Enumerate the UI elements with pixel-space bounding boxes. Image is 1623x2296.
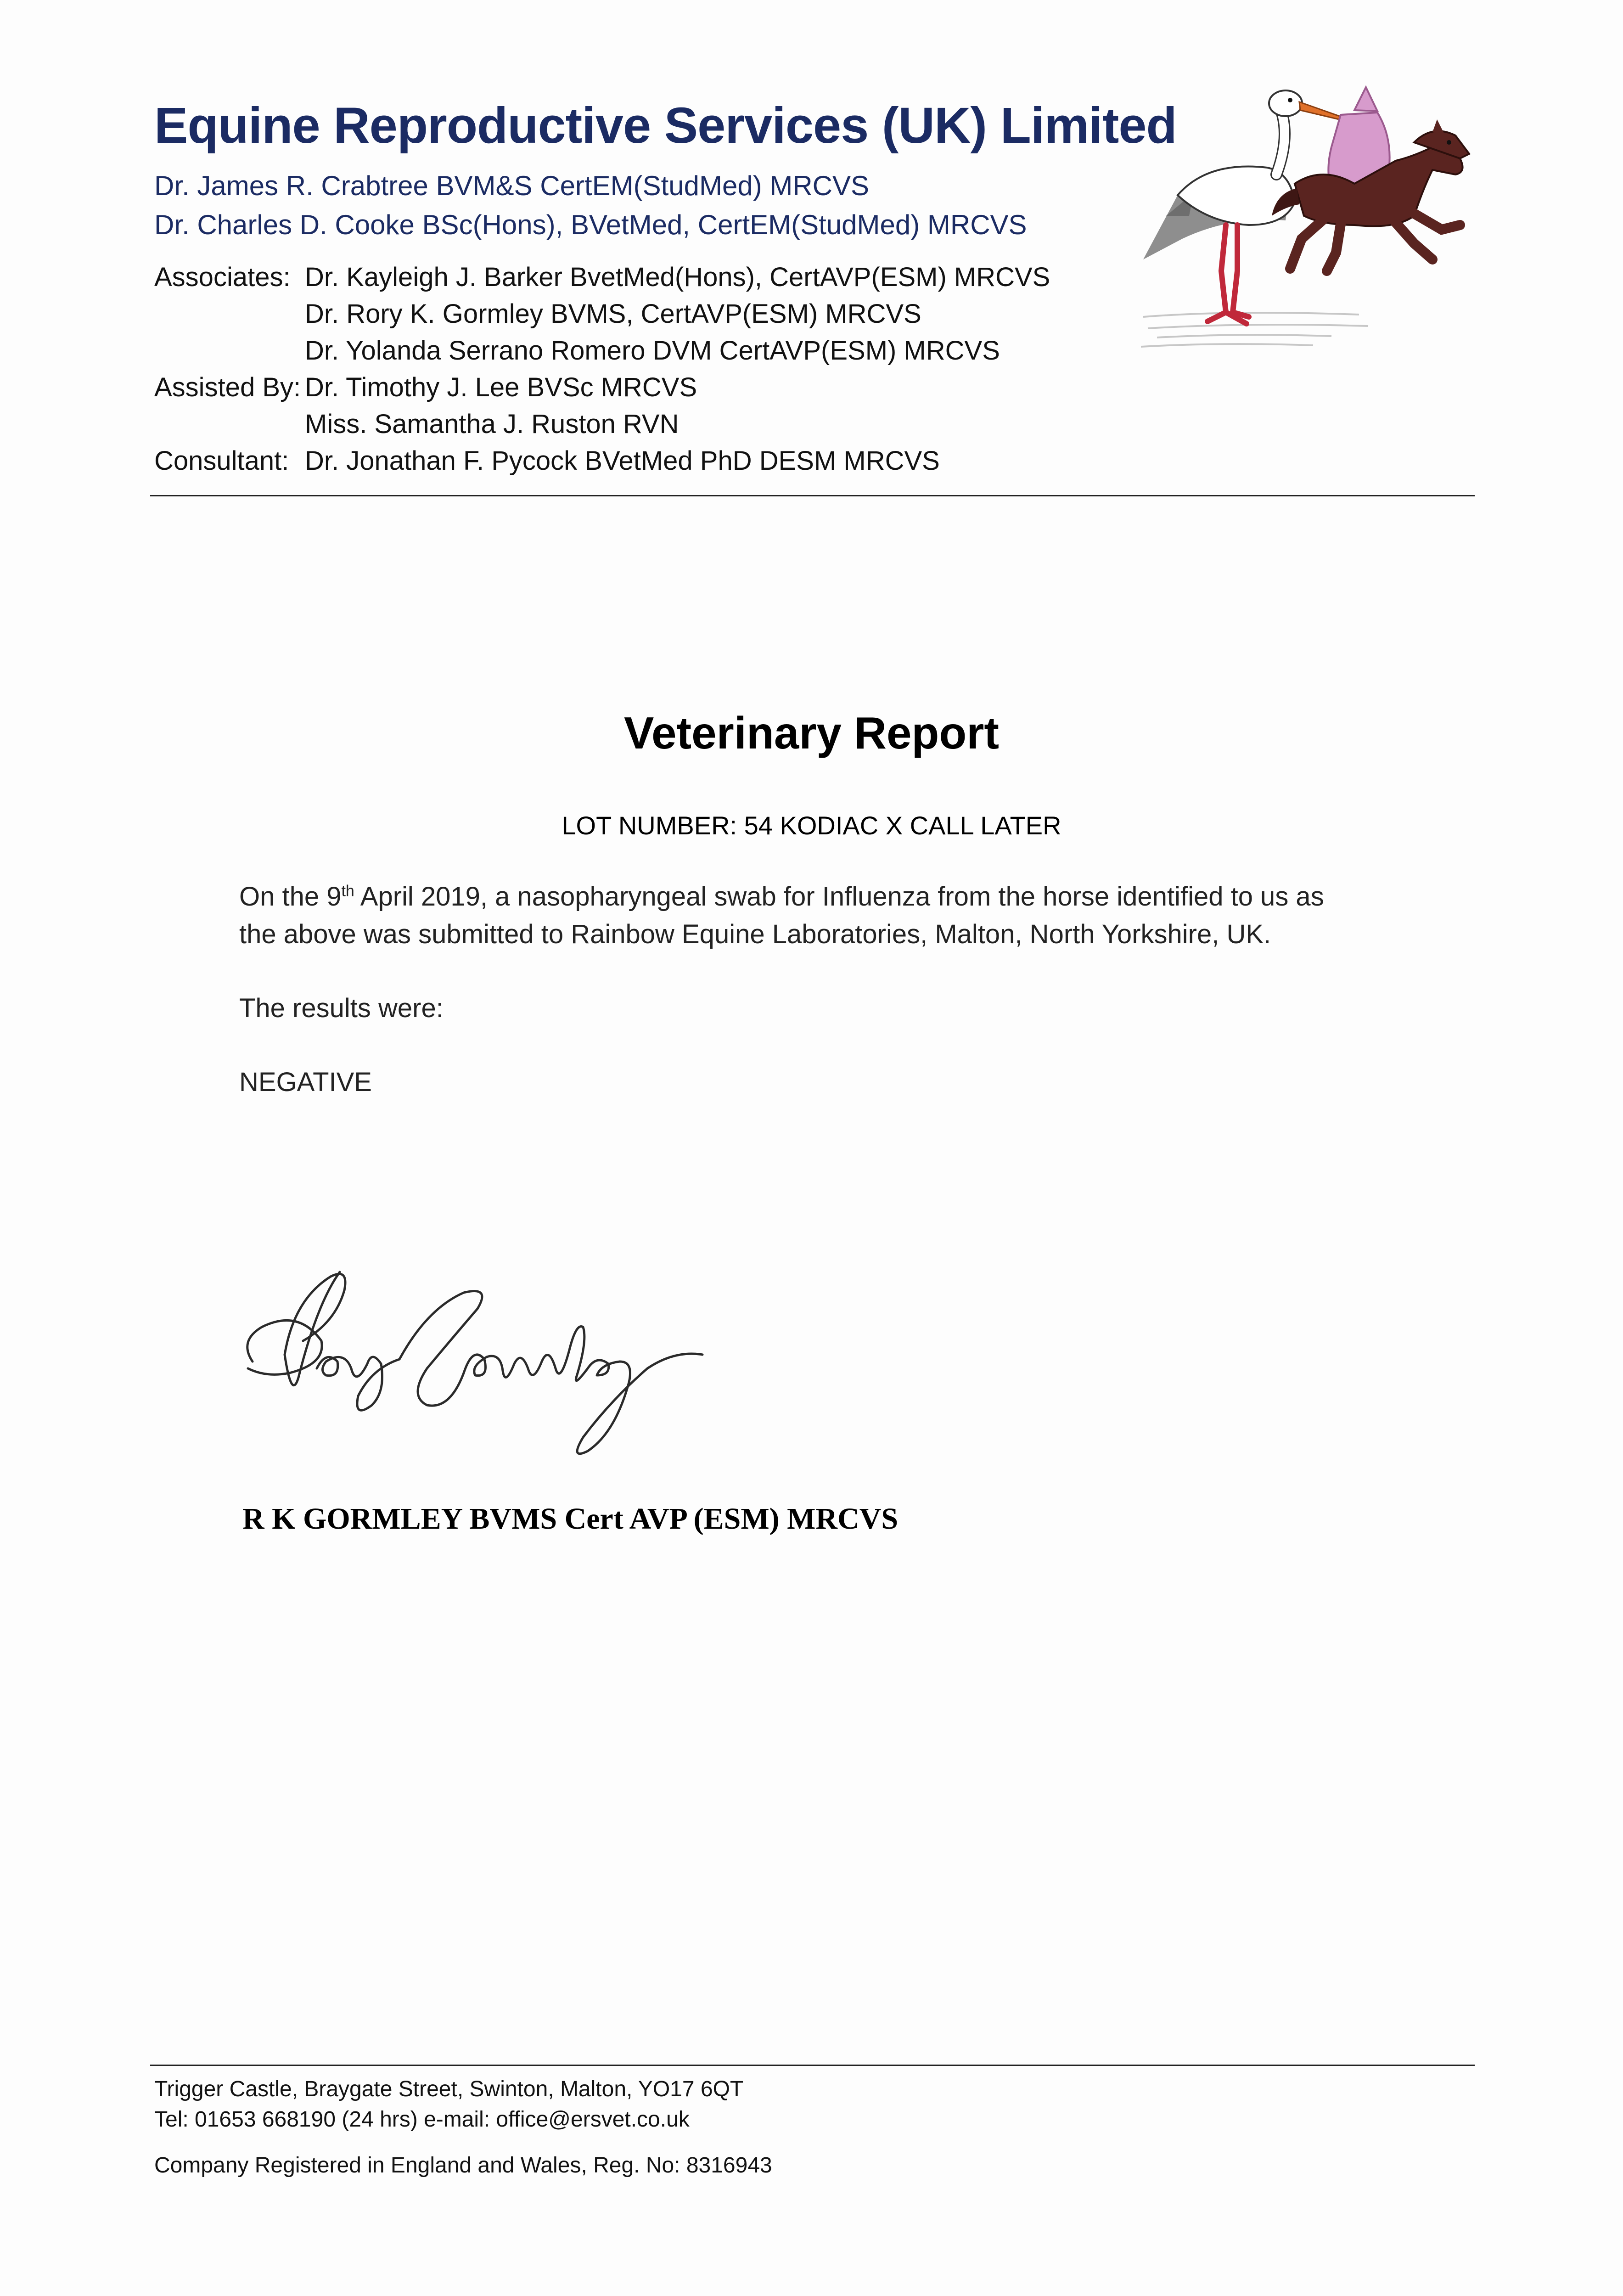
- result-value: NEGATIVE: [239, 1067, 372, 1097]
- footer-rule: [150, 2065, 1475, 2066]
- footer-registration: Company Registered in England and Wales, Reg. No: 8316943: [154, 2153, 772, 2178]
- assistant-1: Dr. Timothy J. Lee BVSc MRCVS: [305, 372, 697, 402]
- consultant-name: Dr. Jonathan F. Pycock BVetMed PhD DESM MRCVS: [305, 446, 940, 476]
- report-paragraph-line-2: the above was submitted to Rainbow Equine Laboratories, Malton, North Yorkshire, UK.: [239, 919, 1271, 949]
- assisted-label: Assisted By:: [154, 372, 301, 402]
- handwritten-signature: [234, 1258, 712, 1465]
- report-paragraph: [239, 878, 1387, 953]
- associates-label: Associates:: [154, 262, 291, 292]
- report-paragraph-line-1: On the 9th April 2019, a nasopharyngeal swab for Influenza from the horse identified to us as: [239, 882, 1324, 912]
- company-name: Equine Reproductive Services (UK) Limited: [154, 97, 1177, 154]
- signatory-name: R K GORMLEY BVMS Cert AVP (ESM) MRCVS: [242, 1502, 899, 1536]
- footer-contact: Tel: 01653 668190 (24 hrs) e-mail: office@ersvet.co.uk: [154, 2107, 690, 2132]
- footer-address: Trigger Castle, Braygate Street, Swinton, Malton, YO17 6QT: [154, 2077, 744, 2101]
- partner-1: Dr. James R. Crabtree BVM&S CertEM(StudMed) MRCVS: [154, 170, 870, 201]
- header-rule: [150, 495, 1475, 496]
- associate-2: Dr. Rory K. Gormley BVMS, CertAVP(ESM) MRCVS: [305, 299, 921, 329]
- consultant-label: Consultant:: [154, 446, 289, 476]
- partner-2: Dr. Charles D. Cooke BSc(Hons), BVetMed, CertEM(StudMed) MRCVS: [154, 209, 1027, 240]
- assistant-2: Miss. Samantha J. Ruston RVN: [305, 409, 679, 439]
- report-title: Veterinary Report: [624, 708, 999, 758]
- stork-carrying-foal-logo: [1139, 78, 1478, 354]
- lot-number: LOT NUMBER: 54 KODIAC X CALL LATER: [562, 811, 1061, 840]
- associate-1: Dr. Kayleigh J. Barker BvetMed(Hons), CertAVP(ESM) MRCVS: [305, 262, 1050, 292]
- associate-3: Dr. Yolanda Serrano Romero DVM CertAVP(ESM) MRCVS: [305, 336, 1000, 366]
- results-intro: The results were:: [239, 993, 444, 1023]
